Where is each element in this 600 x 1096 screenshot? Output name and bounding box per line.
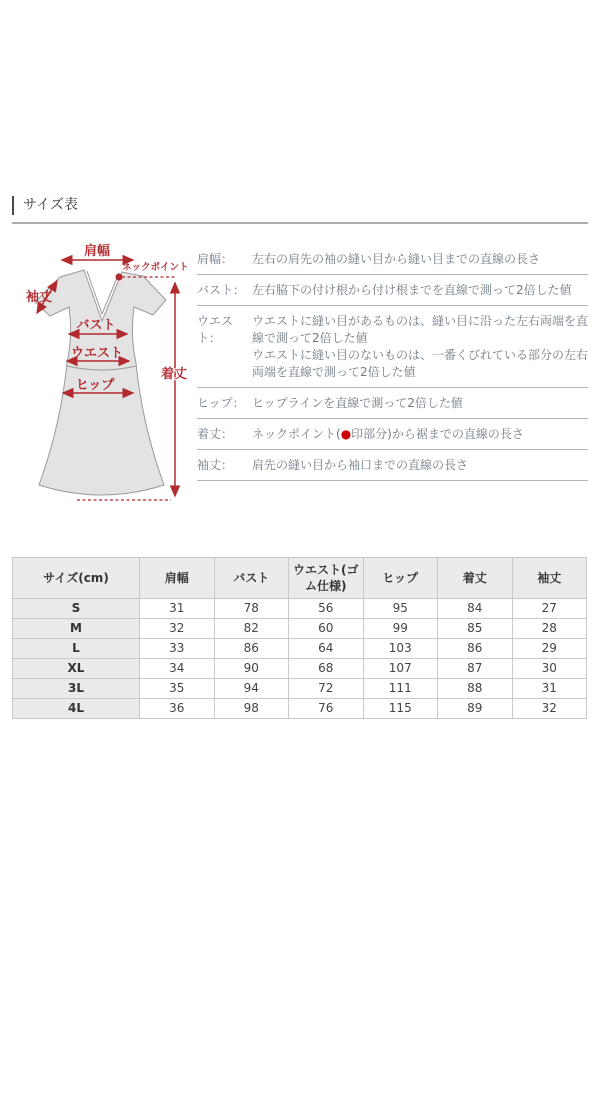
size-guide-content [12,238,588,520]
definition-term: ウエスト： [197,314,234,345]
header-sleeve: 袖丈 [512,558,587,599]
value-cell: 89 [438,699,513,719]
value-cell: 115 [363,699,438,719]
definition-line: ウエストに縫い目のないものは、一番くびれている部分の左右両端を直線で測って2倍した値 [252,348,589,379]
size-cell: S [13,599,140,619]
bust-label: バスト [76,318,116,333]
value-cell: 98 [214,699,289,719]
value-cell: 86 [214,639,289,659]
value-cell: 95 [363,599,438,619]
body-length-label: 着丈 [160,367,188,382]
header-bust: バスト [214,558,289,599]
value-cell: 32 [512,699,587,719]
value-cell: 36 [140,699,215,719]
value-cell: 28 [512,619,587,639]
definition-row-sleeve [197,450,588,481]
waist-label: ウエスト [70,346,124,361]
value-cell: 72 [289,679,364,699]
value-cell: 82 [214,619,289,639]
definition-description: 左右の肩先の袖の縫い目から縫い目までの直線の長さ [252,252,541,266]
value-cell: 33 [140,639,215,659]
value-cell: 56 [289,599,364,619]
value-cell: 94 [214,679,289,699]
definition-row-shoulder [197,244,588,275]
size-guide-page [12,196,588,719]
dress-measurement-diagram [25,238,197,520]
table-row-3l [13,679,587,699]
definition-description [252,426,588,443]
definition-term: 袖丈： [197,458,234,472]
definition-row-waist [197,306,588,388]
neck-point-dot [116,274,123,281]
value-cell: 86 [438,639,513,659]
value-cell: 99 [363,619,438,639]
value-cell: 35 [140,679,215,699]
value-cell: 32 [140,619,215,639]
definition-line: ウエストに縫い目があるものは、縫い目に沿った左右両端を直線で測って2倍した値 [252,314,589,345]
value-cell: 60 [289,619,364,639]
size-cell: M [13,619,140,639]
neck-point-dot-glyph: ● [340,427,352,441]
header-shoulder: 肩幅 [140,558,215,599]
value-cell: 31 [512,679,587,699]
sleeve-length-label: 袖丈 [26,290,53,305]
definition-term: ヒップ： [197,396,245,410]
value-cell: 84 [438,599,513,619]
header-waist: ウエスト(ゴム仕様) [289,558,364,599]
definition-text-post: 印部分)から裾までの直線の長さ [351,427,524,441]
value-cell: 34 [140,659,215,679]
size-table-header-row [13,558,587,599]
table-row-4l [13,699,587,719]
dress-diagram-svg [25,238,197,520]
definition-term: バスト： [197,283,246,297]
value-cell: 29 [512,639,587,659]
measurement-definitions [197,238,588,520]
hip-label: ヒップ [75,378,115,393]
value-cell: 111 [363,679,438,699]
header-hip: ヒップ [363,558,438,599]
value-cell: 90 [214,659,289,679]
value-cell: 78 [214,599,289,619]
header-body-length: 着丈 [438,558,513,599]
value-cell: 31 [140,599,215,619]
size-cell: L [13,639,140,659]
definition-row-hip [197,388,588,419]
size-cell: 3L [13,679,140,699]
page-title: サイズ表 [12,196,588,215]
title-divider [12,222,588,224]
size-table [12,557,587,719]
definition-description: 肩先の縫い目から袖口までの直線の長さ [252,458,469,472]
definition-row-bust [197,275,588,306]
neck-point-label: ネックポイント [122,262,189,273]
value-cell: 76 [289,699,364,719]
value-cell: 68 [289,659,364,679]
value-cell: 103 [363,639,438,659]
value-cell: 87 [438,659,513,679]
definition-description: 左右脇下の付け根から付け根までを直線で測って2倍した値 [252,283,572,297]
value-cell: 88 [438,679,513,699]
value-cell: 85 [438,619,513,639]
definition-term: 着丈： [197,427,234,441]
value-cell: 27 [512,599,587,619]
shoulder-width-label: 肩幅 [83,244,111,259]
value-cell: 64 [289,639,364,659]
table-row-m [13,619,587,639]
size-cell: XL [13,659,140,679]
table-row-s [13,599,587,619]
definition-description [252,313,588,381]
definition-text-pre: ネックポイント( [252,427,341,441]
definition-description: ヒップラインを直線で測って2倍した値 [252,396,463,410]
size-cell: 4L [13,699,140,719]
table-row-l [13,639,587,659]
definition-row-body-length [197,419,588,450]
value-cell: 30 [512,659,587,679]
definition-term: 肩幅： [197,252,234,266]
table-row-xl [13,659,587,679]
value-cell: 107 [363,659,438,679]
header-size: サイズ(cm) [13,558,140,599]
